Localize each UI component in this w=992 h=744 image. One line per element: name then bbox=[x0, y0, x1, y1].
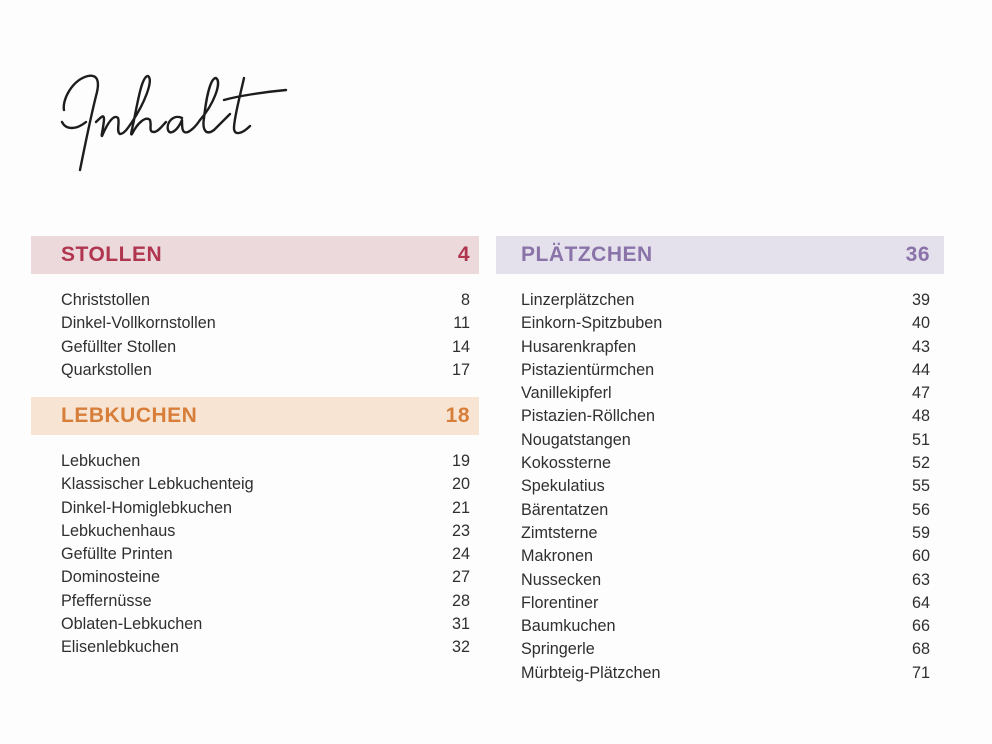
entry-page: 55 bbox=[911, 477, 930, 496]
entry-title: Mürbteig-Plätzchen bbox=[521, 663, 661, 682]
section-header-lebkuchen bbox=[31, 397, 479, 435]
entry-title: Elisenlebkuchen bbox=[61, 638, 179, 657]
entry-page: 11 bbox=[453, 314, 470, 333]
entry-page: 56 bbox=[911, 500, 930, 519]
entry-title: Vanillekipferl bbox=[521, 384, 612, 403]
section-header-stollen bbox=[31, 236, 479, 274]
entry-title: Dominosteine bbox=[61, 568, 160, 587]
section-title-plaetzchen: PLÄTZCHEN bbox=[521, 243, 653, 266]
entry-page: 60 bbox=[911, 547, 930, 566]
entry-page: 66 bbox=[911, 617, 930, 636]
entry-title: Dinkel-Homiglebkuchen bbox=[61, 498, 232, 517]
entry-title: Spekulatius bbox=[521, 477, 605, 496]
entry-page: 21 bbox=[451, 498, 470, 517]
page-title bbox=[58, 60, 298, 180]
toc-entry bbox=[61, 590, 470, 613]
entry-list-stollen bbox=[61, 289, 470, 382]
entry-page: 31 bbox=[451, 615, 470, 634]
entry-page: 71 bbox=[911, 663, 930, 682]
toc-entry bbox=[521, 382, 930, 405]
entry-page: 44 bbox=[911, 360, 930, 379]
toc-entry bbox=[521, 312, 930, 335]
toc-entry bbox=[61, 613, 470, 636]
entry-page: 68 bbox=[911, 640, 930, 659]
entry-title: Makronen bbox=[521, 547, 593, 566]
entry-title: Kokossterne bbox=[521, 454, 611, 473]
entry-title: Linzerplätzchen bbox=[521, 291, 635, 309]
entry-page: 43 bbox=[911, 337, 930, 356]
toc-entry bbox=[61, 289, 470, 312]
toc-entry bbox=[521, 662, 930, 685]
entry-title: Pistazientürmchen bbox=[521, 360, 655, 379]
entry-list-lebkuchen bbox=[61, 450, 470, 660]
toc-entry bbox=[61, 566, 470, 589]
entry-page: 28 bbox=[451, 591, 470, 610]
entry-page: 39 bbox=[911, 291, 930, 309]
entry-title: Pistazien-Röllchen bbox=[521, 407, 656, 426]
entry-page: 17 bbox=[451, 360, 470, 379]
entry-title: Zimtsterne bbox=[521, 523, 598, 542]
entry-page: 48 bbox=[911, 407, 930, 426]
toc-entry bbox=[521, 615, 930, 638]
toc-entry bbox=[521, 592, 930, 615]
entry-list-plaetzchen bbox=[521, 289, 930, 685]
page-title-script bbox=[58, 60, 298, 180]
toc-entry bbox=[521, 522, 930, 545]
toc-entry bbox=[61, 543, 470, 566]
toc-entry bbox=[61, 497, 470, 520]
entry-title: Klassischer Lebkuchenteig bbox=[61, 475, 254, 494]
section-page-plaetzchen: 36 bbox=[905, 243, 930, 266]
entry-title: Baumkuchen bbox=[521, 617, 616, 636]
toc-entry bbox=[521, 545, 930, 568]
entry-page: 52 bbox=[911, 454, 930, 473]
entry-title: Husarenkrapfen bbox=[521, 337, 637, 356]
section-header-plaetzchen bbox=[496, 236, 944, 274]
toc-entry bbox=[521, 359, 930, 382]
entry-title: Christstollen bbox=[61, 291, 151, 309]
entry-page: 51 bbox=[911, 430, 930, 449]
section-title-lebkuchen: LEBKUCHEN bbox=[61, 404, 198, 427]
entry-page: 59 bbox=[911, 523, 930, 542]
entry-title: Nougatstangen bbox=[521, 430, 631, 449]
entry-page: 19 bbox=[451, 452, 470, 470]
entry-title: Lebkuchen bbox=[61, 452, 141, 470]
entry-title: Lebkuchenhaus bbox=[61, 521, 176, 540]
entry-page: 27 bbox=[451, 568, 470, 587]
toc-entry bbox=[61, 450, 470, 473]
toc-entry bbox=[521, 475, 930, 498]
toc-entry bbox=[521, 405, 930, 428]
entry-title: Bärentatzen bbox=[521, 500, 609, 519]
entry-title: Gefüllter Stollen bbox=[61, 337, 177, 356]
entry-title: Florentiner bbox=[521, 593, 599, 612]
toc-entry bbox=[521, 569, 930, 592]
entry-title: Dinkel-Vollkornstollen bbox=[61, 314, 216, 333]
entry-title: Gefüllte Printen bbox=[61, 545, 173, 564]
toc-entry bbox=[61, 336, 470, 359]
toc-entry bbox=[61, 636, 470, 659]
entry-page: 32 bbox=[451, 638, 470, 657]
toc-entry bbox=[61, 312, 470, 335]
entry-page: 20 bbox=[451, 475, 470, 494]
toc-entry bbox=[521, 429, 930, 452]
toc-entry bbox=[521, 336, 930, 359]
entry-page: 64 bbox=[911, 593, 930, 612]
toc-entry bbox=[61, 520, 470, 543]
entry-title: Einkorn-Spitzbuben bbox=[521, 314, 663, 333]
toc-entry bbox=[521, 289, 930, 312]
entry-page: 40 bbox=[911, 314, 930, 333]
entry-page: 14 bbox=[451, 337, 470, 356]
entry-page: 23 bbox=[451, 521, 470, 540]
entry-title: Pfeffernüsse bbox=[61, 591, 152, 610]
toc-entry bbox=[521, 452, 930, 475]
entry-page: 47 bbox=[911, 384, 930, 403]
section-page-lebkuchen: 18 bbox=[445, 404, 470, 427]
section-page-stollen: 4 bbox=[457, 243, 470, 266]
entry-title: Quarkstollen bbox=[61, 360, 152, 379]
toc-entry bbox=[521, 499, 930, 522]
section-title-stollen: STOLLEN bbox=[61, 243, 163, 266]
entry-page: 8 bbox=[460, 291, 470, 309]
toc-entry bbox=[61, 359, 470, 382]
entry-title: Oblaten-Lebkuchen bbox=[61, 615, 203, 634]
toc-entry bbox=[521, 638, 930, 661]
entry-title: Nussecken bbox=[521, 570, 602, 589]
entry-page: 24 bbox=[451, 545, 470, 564]
entry-page: 63 bbox=[911, 570, 930, 589]
toc-entry bbox=[61, 473, 470, 496]
entry-title: Springerle bbox=[521, 640, 595, 659]
